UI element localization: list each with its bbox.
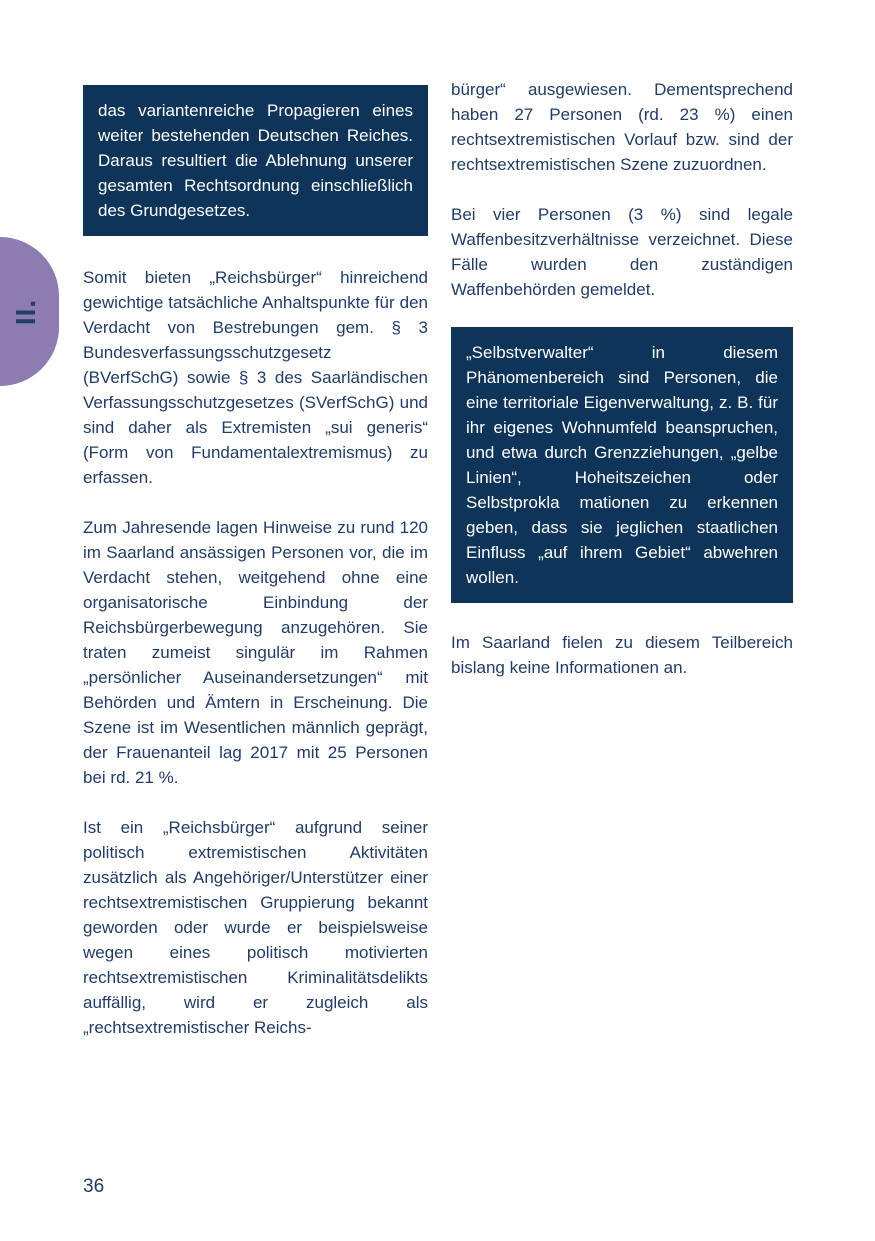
body-paragraph: Ist ein „Reichsbürger“ aufgrund seiner politisch extremistischen Aktivitäten zusätzlich als Angehöriger/Unterstützer einer rechtsextremistischen Gruppierung bekannt geworden oder wurde er beispielsweise wegen eines politisch motivierten rechtsextremistischen Kriminalitätsdelikts auffällig, wird er zugleich als „rechtsextremistischer Reichs-: [83, 818, 428, 1037]
body-paragraph: Bei vier Personen (3 %) sind legale Waffenbesitzverhältnisse verzeichnet. Diese Fälle wurden den zuständigen Waffenbehörden gemeldet.: [451, 205, 793, 299]
body-paragraph: Zum Jahresende lagen Hinweise zu rund 120 im Saarland ansässigen Personen vor, die im Verdacht stehen, weitgehend ohne eine organisatorische Einbindung der Reichsbürgerbewegung anzugehören. Sie traten zumeist singulär im Rahmen „persönlicher Auseinandersetzungen“ mit Behörden und Ämtern in Erscheinung. Die Szene ist im Wesentlichen männlich geprägt, der Frauenanteil lag 2017 mit 25 Personen bei rd. 21 %.: [83, 518, 428, 787]
left-column: [83, 85, 428, 1040]
callout-box-propagieren: [83, 85, 428, 236]
right-column: [451, 77, 793, 680]
callout-text: das variantenreiche Propagieren eines weiter bestehenden Deutschen Reiches. Daraus resultiert die Ablehnung unserer gesamten Rechtsordnung einschließlich des Grundgesetzes.: [98, 101, 413, 220]
body-paragraph: bürger“ ausgewiesen. Dementsprechend haben 27 Personen (rd. 23 %) einen rechtsextremistischen Vorlauf bzw. sind der rechtsextremistischen Szene zuzuordnen.: [451, 80, 793, 174]
body-paragraph: Somit bieten „Reichsbürger“ hinreichend gewichtige tatsächliche Anhaltspunkte für den Verdacht von Bestrebungen gem. § 3 Bundesverfassungsschutzgesetz (BVerfSchG) sowie § 3 des Saarländischen Verfassungsschutzgesetzes (SVerfSchG) und sind daher als Extremisten „sui generis“ (Form von Fundamentalextremismus) zu erfassen.: [83, 268, 428, 487]
section-tab: [0, 237, 59, 386]
body-paragraph: Im Saarland fielen zu diesem Teilbereich bislang keine Informationen an.: [451, 633, 793, 677]
page-number: 36: [83, 1176, 105, 1197]
callout-text: „Selbstverwalter“ in diesem Phänomenbereich sind Personen, die eine territoriale Eigenverwaltung, z. B. für ihr eigenes Wohnumfeld beanspruchen, und etwa durch Grenzziehungen, „gelbe Linien“, Hoheitszeichen oder Selbstprokla mationen zu erkennen geben, dass sie jeglichen staatlichen Einfluss „auf ihrem Gebiet“ abwehren wollen.: [466, 343, 778, 587]
section-marker-label: II.: [10, 298, 41, 325]
callout-box-selbstverwalter: [451, 327, 793, 603]
